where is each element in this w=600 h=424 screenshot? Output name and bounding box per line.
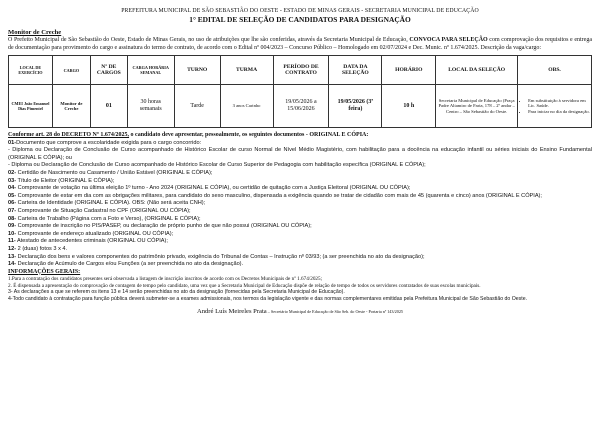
documents-intro-decree: Conforme art. 28 do DECRETO Nº 1.674/2025, (8, 132, 130, 139)
document-item (8, 200, 592, 208)
document-item (8, 238, 592, 246)
signatory-role: – Secretário Municipal de Educação de São Seb. do Oeste - Portaria nº 143/2025 (266, 309, 404, 315)
document-item-number: 05- (8, 192, 17, 199)
document-item-text: Comprovante de inscrição no PIS/PASEP, ou declaração de próprio punho de que não possui (ORIGINAL OU CÓPIA); (16, 223, 312, 230)
document-item (8, 223, 592, 231)
obs-item: • Para iniciar no dia da designação. (528, 109, 590, 114)
document-item-text: Documento que comprove a escolaridade exigida para o cargo concorrido: (16, 139, 202, 146)
document-item (8, 216, 592, 224)
institution-line: PREFEITURA MUNICIPAL DE SÃO SEBASTIÃO DO OESTE - ESTADO DE MINAS GERAIS - SECRETARIA MUNICIPAL DE EDUCAÇÃO (121, 8, 479, 14)
col-header-vagas: Nº DE CARGOS (90, 56, 127, 85)
documents-intro-rest: o candidato deve apresentar, pessoalmente, os seguintes documentos - ORIGINAL E CÓPIA: (129, 132, 369, 139)
document-item-number: 06- (8, 200, 17, 207)
cell-cargo: Monitor de Creche (52, 85, 90, 128)
document-item-text: - Diploma ou Declaração de Conclusão de Curso acompanhado de Histórico Escolar de curso Normal de Nível Médio Magistério, com habilitação para a docência na educação infantil ou séries iniciais do Ensino Fundamental (ORIGINAL E CÓPIA); ou (8, 147, 592, 161)
document-item-number: 12- (8, 245, 17, 252)
col-header-turno: TURNO (174, 56, 220, 85)
document-item (8, 208, 592, 216)
document-header (8, 0, 592, 24)
obs-item: • Em substituição à servidora em Lic. Saúde. (528, 98, 590, 109)
table-header-row (9, 56, 592, 85)
document-item (8, 162, 592, 170)
position-title: Monitor de Creche (8, 29, 62, 36)
document-item (8, 147, 592, 162)
document-item (8, 261, 592, 269)
col-header-turma: TURMA (220, 56, 273, 85)
signatory-name: André Luís Meireles Prata (196, 308, 267, 316)
cell-turma: 3 anos Carinho (220, 85, 273, 128)
document-item-text: Carteira de Trabalho (Página com a Foto e Verso), (ORIGINAL E CÓPIA); (16, 215, 201, 222)
intro-part-1: O Prefeito Municipal de São Sebastião do Oeste, Estado de Minas Gerais, no uso de atribuições que lhe são conferidas, através da Secretaria Municipal de Educação, (8, 37, 410, 43)
document-item (8, 246, 592, 254)
general-info-title: INFORMAÇÕES GERAIS: (8, 268, 81, 275)
cell-local-selecao: Secretaria Municipal de Educação (Praça Padre Altamiro de Faria, 178 – 2º andar – Centro – São Sebastião do Oeste. (436, 85, 518, 128)
col-header-local: LOCAL DE EXERCÍCIO (9, 56, 53, 85)
col-header-cargo: CARGO (52, 56, 90, 85)
document-item-number: 01- (8, 139, 17, 146)
general-info-item: 4-Todo candidato à contratação para função pública deverá submeter-se a exames admissionais, nos termos da legislação vigente e das normas complementares emitidas pela Prefeitura Municipal de São Sebastião do Oeste. (8, 295, 528, 302)
document-item-number: 07- (8, 207, 17, 214)
document-item-text: Comprovante de estar em dia com as obrigações militares, para candidato do sexo masculino, dispensada a exigência quando se tratar de cidadão com mais de 45 (quarenta e cinco) anos (ORIGINAL E CÓPIA); (16, 192, 542, 199)
edital-title: 1° EDITAL DE SELEÇÃO DE CANDIDATOS PARA DESIGNAÇÃO (189, 15, 411, 24)
document-item-number: 03- (8, 177, 17, 184)
document-item (8, 170, 592, 178)
cell-local: CMEI João Emanuel Dias Pimentel (9, 85, 53, 128)
general-info-item: 3- As declarações a que se referem os itens 13 e 14 serão preenchidas no ato da designação (fornecidas pela Secretaria Municipal de Educação). (8, 289, 345, 296)
document-item (8, 254, 592, 262)
cell-vagas: 01 (90, 85, 127, 128)
document-item-number: 14- (8, 261, 17, 268)
cell-data: 19/05/2026 (3ª feira) (329, 85, 382, 128)
general-info-item: 1.Para a contratação dos candidatos presentes será observada a listagem de inscrição inscritos de acordo com os Decretos Municipais de nº 1.674/2025; (8, 276, 323, 283)
intro-paragraph (8, 37, 592, 52)
cell-horario: 10 h (382, 85, 436, 128)
document-item-number: 09- (8, 223, 17, 230)
intro-bold-convoca: CONVOCA PARA SELEÇÃO (409, 37, 488, 43)
col-header-periodo: PERÍODO DE CONTRATO (273, 56, 329, 85)
cell-obs (518, 85, 592, 128)
documents-list (8, 140, 592, 269)
document-item-text: Comprovante de votação na última eleição 1º turno - Ano 2024 (ORIGINAL E CÓPIA), ou certidão de quitação com a Justiça Eleitoral (ORIGINAL OU CÓPIA); (16, 185, 411, 192)
document-item-number: 13- (8, 253, 17, 260)
document-item-text: Comprovante de endereço atualizado (ORIGINAL OU CÓPIA); (16, 230, 174, 237)
col-header-local-selecao: LOCAL DA SELEÇÃO (436, 56, 518, 85)
document-item-text: Declaração dos bens e valores componentes do patrimônio privado, exigência do Tribunal de Contas – Instrução nº 03/93; (a ser preenchida no ato da designação); (16, 253, 425, 260)
document-item-number: 02- (8, 169, 17, 176)
document-item-text: Certidão de Nascimento ou Casamento / União Estável (ORIGINAL E CÓPIA); (16, 169, 213, 176)
table-row (9, 85, 592, 128)
document-item-number: 11- (8, 238, 16, 245)
vacancy-table (8, 55, 592, 128)
document-item-number: 10- (8, 230, 17, 237)
intro-part-2: com comprovação dos requisitos e entrega de documentação para provimento do cargo e assinatura do termo de contrato, de acordo com o Edital nº 004/2023 – Concurso Público – Homologado em 02/07/2024 e Dec. Munic. nº 1.674/2025. Descrição da vaga/cargo: (8, 37, 592, 51)
document-item-number: 08- (8, 215, 17, 222)
document-item-text: Declaração de Acúmulo de Cargos e/ou Funções (a ser preenchida no ato da designação). (16, 261, 244, 268)
document-item-text: 2 (duas) fotos 3 x 4. (16, 245, 68, 252)
general-info-item: 2. É dispensada a apresentação do comprovação de contagem de tempo pelo candidato, uma vez que a Secretaria Municipal de Educação dispõe de relação de tempo de todos os servidores contratados de suas escolas municipais. (8, 282, 481, 289)
cell-turno: Tarde (174, 85, 220, 128)
document-item-text: Carteira de Identidade (ORIGINAL E CÓPIA). OBS: (Não será aceita CNH); (16, 200, 206, 207)
document-item-text: - Diploma ou Declaração de Conclusão de Curso acompanhado de Histórico Escolar de Curso Superior de Pedagogia com habilitação específica (ORIGINAL E CÓPIA); (8, 162, 426, 169)
document-item (8, 140, 592, 148)
cell-periodo: 19/05/2026 a 15/06/2026 (273, 85, 329, 128)
col-header-obs: OBS. (518, 56, 592, 85)
col-header-carga: CARGA HORÁRIA SEMANAL (127, 56, 174, 85)
document-item-text: Comprovante de Situação Cadastral no CPF (ORIGINAL OU CÓPIA); (16, 207, 191, 214)
document-item-number: 04- (8, 185, 17, 192)
signature-block (8, 305, 592, 316)
document-item-text: Atestado de antecedentes criminais (ORIGINAL OU CÓPIA); (15, 238, 168, 245)
col-header-horario: HORÁRIO (382, 56, 436, 85)
documents-intro (8, 132, 592, 139)
cell-carga: 30 horas semanais (127, 85, 174, 128)
obs-list (519, 98, 590, 114)
col-header-data: DATA DA SELEÇÃO (329, 56, 382, 85)
document-item (8, 185, 592, 193)
document-item-text: Título de Eleitor (ORIGINAL E CÓPIA); (16, 177, 115, 184)
